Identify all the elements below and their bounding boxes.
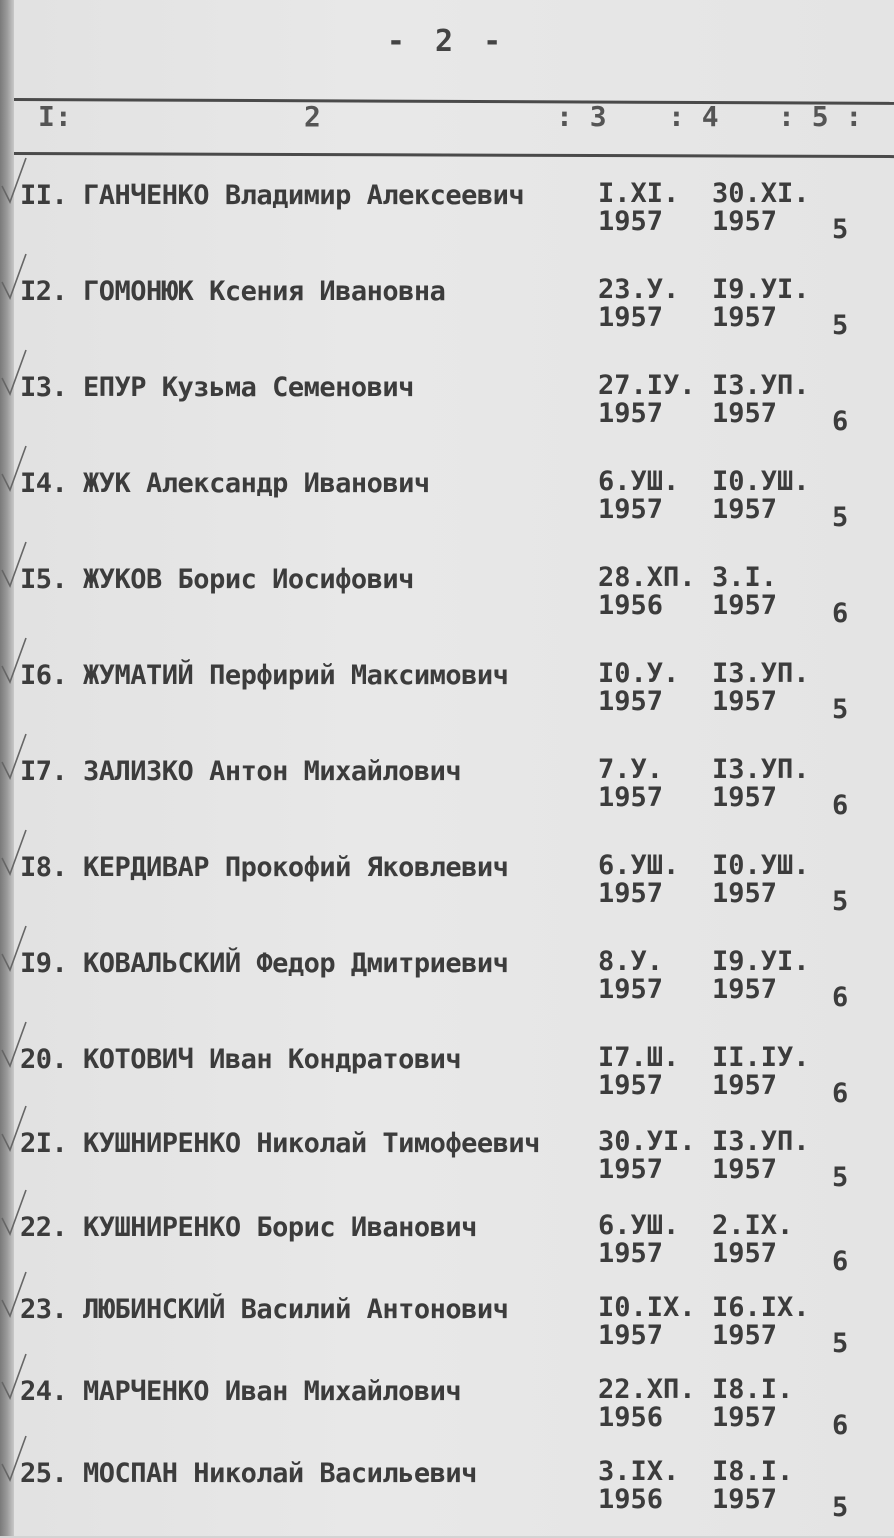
- start-date: [598, 1128, 696, 1184]
- end-date-day-month: I0.УШ.: [712, 850, 810, 881]
- end-date: [712, 756, 810, 812]
- end-date-year: 1957: [712, 1402, 778, 1433]
- person-name: 22. КУШНИРЕНКО Борис Иванович: [20, 1212, 477, 1243]
- end-date: [712, 1294, 810, 1350]
- start-date-day-month: 6.УШ.: [598, 1210, 680, 1241]
- person-name: I5. ЖУКОВ Борис Иосифович: [20, 564, 414, 595]
- table-row: [0, 554, 894, 644]
- start-date-year: 1956: [598, 590, 664, 621]
- start-date: [598, 660, 679, 716]
- end-date-day-month: I8.I.: [712, 1374, 794, 1405]
- person-name: 25. МОСПАН Николай Васильевич: [20, 1458, 477, 1489]
- start-date-day-month: I0.У.: [598, 658, 680, 689]
- start-date-day-month: 30.УI.: [598, 1126, 696, 1157]
- start-date-year: 1957: [598, 1070, 664, 1101]
- start-date-day-month: I.XI.: [598, 178, 680, 209]
- start-date-day-month: 27.IУ.: [598, 370, 696, 401]
- table-row: [0, 842, 894, 932]
- table-row: [0, 1118, 894, 1208]
- table-row: [0, 1448, 894, 1538]
- end-date-year: 1957: [712, 1320, 778, 1351]
- start-date: [598, 852, 679, 908]
- end-date-year: 1957: [712, 1154, 778, 1185]
- start-date-year: 1957: [598, 686, 664, 717]
- start-date-year: 1957: [598, 1320, 664, 1351]
- person-name: I9. КОВАЛЬСКИЙ Федор Дмитриевич: [20, 948, 509, 979]
- end-date-day-month: I3.УП.: [712, 658, 810, 689]
- start-date-year: 1956: [598, 1484, 664, 1515]
- end-date: [712, 660, 810, 716]
- start-date: [598, 756, 663, 812]
- end-date: [712, 1458, 793, 1514]
- end-date-day-month: I3.УП.: [712, 1126, 810, 1157]
- end-date-year: 1957: [712, 590, 778, 621]
- start-date: [598, 468, 679, 524]
- end-date: [712, 564, 777, 620]
- header-col-4: : 4: [668, 100, 719, 133]
- start-date: [598, 1044, 679, 1100]
- table-row: [0, 938, 894, 1028]
- end-date: [712, 1044, 810, 1100]
- person-name: II. ГАНЧЕНКО Владимир Алексеевич: [20, 180, 525, 211]
- start-date-day-month: I7.Ш.: [598, 1042, 680, 1073]
- person-name: 23. ЛЮБИНСКИЙ Василий Антонович: [20, 1294, 509, 1325]
- end-date-day-month: II.IУ.: [712, 1042, 810, 1073]
- grade-value: 5: [832, 502, 849, 533]
- start-date-year: 1957: [598, 398, 664, 429]
- end-date-year: 1957: [712, 206, 778, 237]
- grade-value: 5: [832, 310, 849, 341]
- end-date-year: 1957: [712, 686, 778, 717]
- grade-value: 6: [832, 982, 849, 1013]
- grade-value: 5: [832, 694, 849, 725]
- start-date-year: 1957: [598, 1154, 664, 1185]
- start-date-year: 1957: [598, 494, 664, 525]
- end-date-year: 1957: [712, 1238, 778, 1269]
- table-row: [0, 1284, 894, 1374]
- person-name: I2. ГОМОНЮК Ксения Ивановна: [20, 276, 446, 307]
- start-date: [598, 276, 679, 332]
- end-date-day-month: 30.XI.: [712, 178, 810, 209]
- person-name: I3. ЕПУР Кузьма Семенович: [20, 372, 414, 403]
- end-date: [712, 372, 810, 428]
- grade-value: 6: [832, 1246, 849, 1277]
- start-date-day-month: 22.ХП.: [598, 1374, 696, 1405]
- grade-value: 5: [832, 1162, 849, 1193]
- table-row: [0, 266, 894, 356]
- start-date: [598, 1212, 679, 1268]
- page-number: - 2 -: [386, 24, 508, 59]
- start-date-day-month: I0.IX.: [598, 1292, 696, 1323]
- end-date-day-month: 2.IX.: [712, 1210, 794, 1241]
- end-date-year: 1957: [712, 878, 778, 909]
- start-date-year: 1957: [598, 878, 664, 909]
- end-date-year: 1957: [712, 494, 778, 525]
- header-col-1: I:: [38, 100, 72, 133]
- end-date-day-month: I9.УI.: [712, 946, 810, 977]
- end-date: [712, 180, 810, 236]
- table-row: [0, 1366, 894, 1456]
- start-date: [598, 372, 696, 428]
- table-row: [0, 1034, 894, 1124]
- person-name: I7. ЗАЛИЗКО Антон Михайлович: [20, 756, 462, 787]
- start-date-year: 1957: [598, 206, 664, 237]
- person-name: I8. КЕРДИВАР Прокофий Яковлевич: [20, 852, 509, 883]
- end-date: [712, 1376, 793, 1432]
- end-date: [712, 852, 810, 908]
- start-date-year: 1957: [598, 782, 664, 813]
- end-date-day-month: I8.I.: [712, 1456, 794, 1487]
- grade-value: 5: [832, 1492, 849, 1523]
- header-col-2: 2: [304, 100, 321, 133]
- start-date-day-month: 6.УШ.: [598, 466, 680, 497]
- end-date: [712, 948, 810, 1004]
- grade-value: 6: [832, 406, 849, 437]
- grade-value: 6: [832, 1078, 849, 1109]
- end-date: [712, 1128, 810, 1184]
- end-date-day-month: I3.УП.: [712, 370, 810, 401]
- end-date-day-month: I6.IX.: [712, 1292, 810, 1323]
- table-row: [0, 1202, 894, 1292]
- end-date-year: 1957: [712, 974, 778, 1005]
- grade-value: 5: [832, 214, 849, 245]
- start-date-day-month: 7.У.: [598, 754, 664, 785]
- table-row: [0, 746, 894, 836]
- person-name: 20. КОТОВИЧ Иван Кондратович: [20, 1044, 462, 1075]
- end-date-year: 1957: [712, 782, 778, 813]
- end-date-year: 1957: [712, 398, 778, 429]
- start-date-day-month: 23.У.: [598, 274, 680, 305]
- grade-value: 6: [832, 598, 849, 629]
- end-date-day-month: 3.I.: [712, 562, 778, 593]
- end-date-year: 1957: [712, 302, 778, 333]
- start-date: [598, 180, 679, 236]
- table-row: [0, 362, 894, 452]
- start-date: [598, 564, 696, 620]
- end-date-year: 1957: [712, 1484, 778, 1515]
- header-col-5: : 5 :: [778, 100, 863, 133]
- grade-value: 6: [832, 790, 849, 821]
- end-date-day-month: I0.УШ.: [712, 466, 810, 497]
- start-date-day-month: 6.УШ.: [598, 850, 680, 881]
- start-date-year: 1956: [598, 1402, 664, 1433]
- start-date-year: 1957: [598, 302, 664, 333]
- start-date-day-month: 8.У.: [598, 946, 664, 977]
- end-date-year: 1957: [712, 1070, 778, 1101]
- start-date: [598, 1458, 679, 1514]
- start-date: [598, 1294, 696, 1350]
- table-row: [0, 170, 894, 260]
- person-name: 2I. КУШНИРЕНКО Николай Тимофеевич: [20, 1128, 540, 1159]
- end-date: [712, 276, 810, 332]
- start-date-day-month: 28.ХП.: [598, 562, 696, 593]
- grade-value: 6: [832, 1410, 849, 1441]
- start-date: [598, 1376, 696, 1432]
- end-date: [712, 1212, 793, 1268]
- end-date-day-month: I9.УI.: [712, 274, 810, 305]
- start-date-year: 1957: [598, 1238, 664, 1269]
- end-date-day-month: I3.УП.: [712, 754, 810, 785]
- start-date: [598, 948, 663, 1004]
- grade-value: 5: [832, 886, 849, 917]
- header-col-3: : 3: [556, 100, 607, 133]
- person-name: I4. ЖУК Александр Иванович: [20, 468, 430, 499]
- grade-value: 5: [832, 1328, 849, 1359]
- table-row: [0, 458, 894, 548]
- person-name: 24. МАРЧЕНКО Иван Михайлович: [20, 1376, 462, 1407]
- start-date-day-month: 3.IX.: [598, 1456, 680, 1487]
- table-row: [0, 650, 894, 740]
- end-date: [712, 468, 810, 524]
- start-date-year: 1957: [598, 974, 664, 1005]
- person-name: I6. ЖУМАТИЙ Перфирий Максимович: [20, 660, 509, 691]
